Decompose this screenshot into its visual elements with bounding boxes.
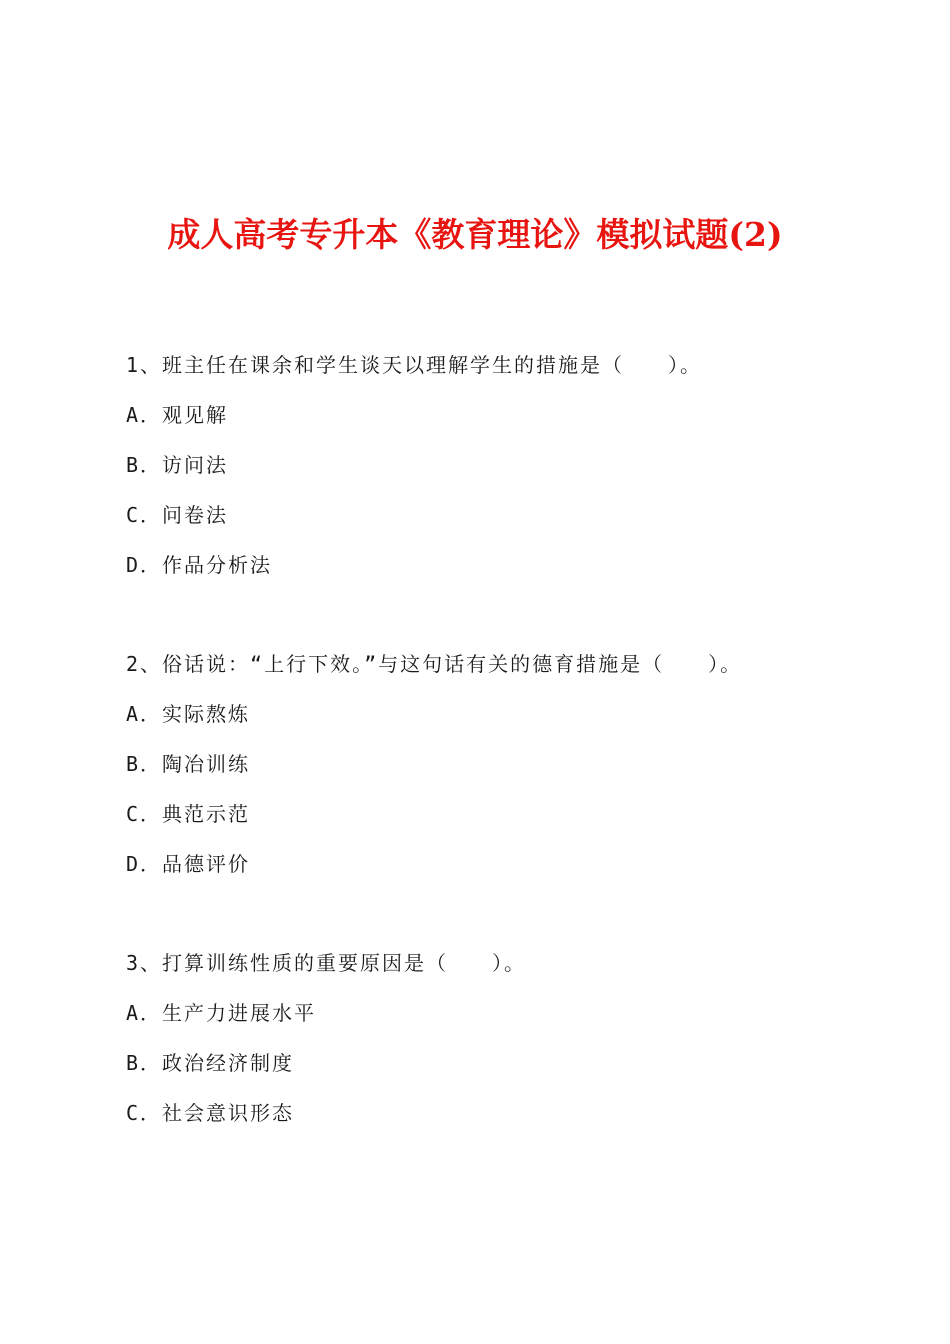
option-a [126,390,846,440]
option-b [126,1038,846,1088]
option-letter: A． [126,1001,163,1025]
option-text: 品德评价 [162,852,250,876]
option-c [126,789,846,839]
option-letter: C． [126,1101,163,1125]
question-3 [126,938,846,1138]
document-title: 成人高考专升本《教育理论》模拟试题(2) [167,215,783,254]
option-letter: D． [126,553,163,577]
option-letter: B． [126,453,163,477]
option-letter: B． [126,1051,163,1075]
option-text: 访问法 [162,453,228,477]
option-text: 观见解 [162,403,228,427]
option-b [126,440,846,490]
option-text: 社会意识形态 [162,1101,294,1125]
option-text: 政治经济制度 [162,1051,294,1075]
option-a [126,689,846,739]
option-letter: A． [126,403,163,427]
question-stem: 2、俗话说：“上行下效。”与这句话有关的德育措施是（ ）。 [126,652,743,676]
option-text: 生产力进展水平 [162,1001,316,1025]
option-b [126,739,846,789]
option-letter: C． [126,802,163,826]
option-c [126,1088,846,1138]
option-letter: A． [126,702,163,726]
option-d [126,839,846,889]
question-1 [126,340,846,590]
option-text: 实际熬炼 [162,702,250,726]
option-letter: C． [126,503,163,527]
option-letter: D． [126,852,163,876]
option-a [126,988,846,1038]
option-letter: B． [126,752,163,776]
question-2 [126,639,846,889]
option-text: 作品分析法 [162,553,272,577]
question-list [126,340,846,1187]
question-stem: 3、打算训练性质的重要原因是（ ）。 [126,951,527,975]
option-text: 问卷法 [162,503,228,527]
option-text: 陶冶训练 [162,752,250,776]
option-c [126,490,846,540]
option-text: 典范示范 [162,802,250,826]
question-stem: 1、班主任在课余和学生谈天以理解学生的措施是（ ）。 [126,353,703,377]
option-d [126,540,846,590]
